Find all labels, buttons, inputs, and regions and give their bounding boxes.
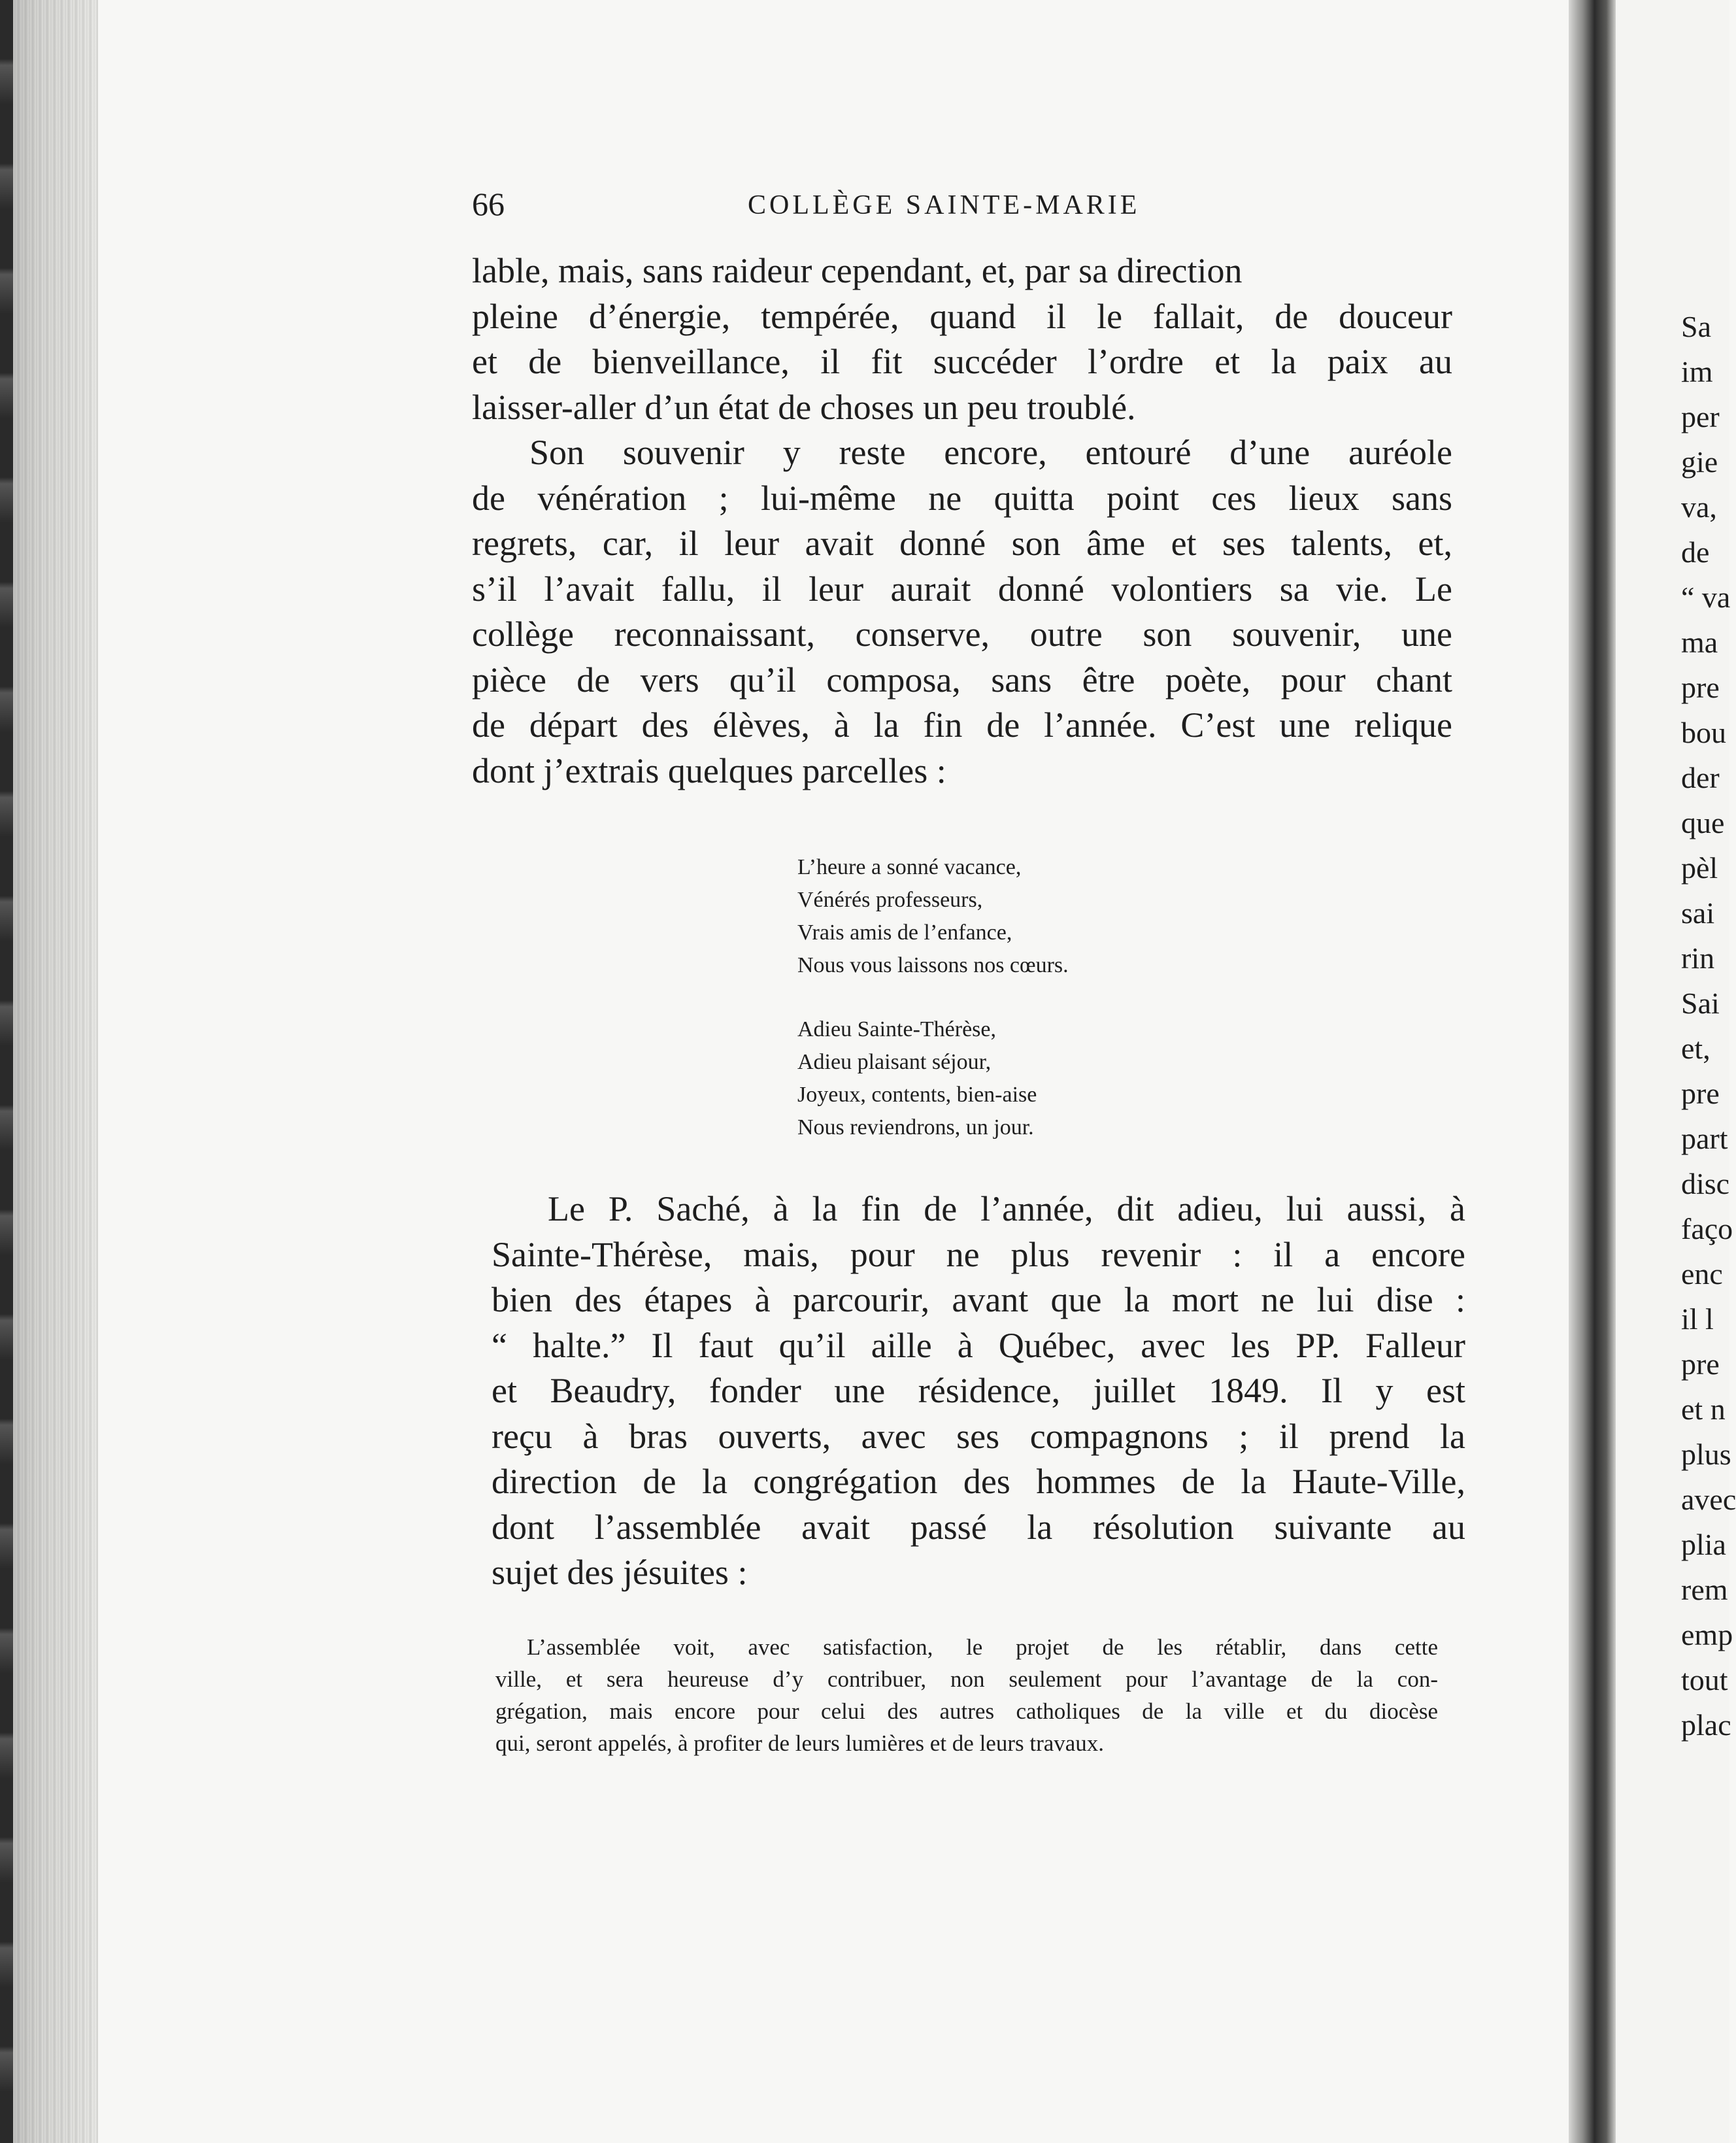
fragment-text: avec — [1681, 1483, 1736, 1516]
paragraph-1 — [472, 248, 1452, 794]
verse-line: Nous vous laissons nos cœurs. — [797, 953, 1069, 977]
quote-line: qui, seront appelés, à profiter de leurs lumières et de leurs travaux. — [495, 1730, 1105, 1756]
verse-stanza-2 — [797, 1013, 1037, 1144]
quote-line: L’assemblée voit, avec satisfaction, le projet de les rétablir, dans cette — [527, 1634, 1438, 1660]
text-line: Sainte-Thérèse, mais, pour ne plus revenir : il a encore — [492, 1234, 1465, 1274]
text-line: et de bienveillance, il fit succéder l’ordre et la paix au — [472, 342, 1452, 381]
text-line: dont l’assemblée avait passé la résolution suivante au — [492, 1507, 1465, 1547]
scan-left-edge — [0, 0, 98, 2143]
fragment-text: faço — [1681, 1212, 1733, 1245]
text-line: lable, mais, sans raideur cependant, et, par sa direction — [472, 251, 1243, 290]
facing-page-edge — [1616, 0, 1736, 2143]
block-quote — [495, 1631, 1438, 1759]
fragment-text: der — [1681, 761, 1720, 794]
verse-line: Joyeux, contents, bien-aise — [797, 1083, 1037, 1107]
text-line: de départ des élèves, à la fin de l’année. C’est une relique — [472, 705, 1452, 745]
verse-line: Adieu plaisant séjour, — [797, 1050, 992, 1074]
text-line: sujet des jésuites : — [492, 1553, 748, 1592]
fragment-text: va, — [1681, 490, 1717, 524]
paragraph-2 — [492, 1187, 1465, 1596]
verse-stanza-1 — [797, 851, 1069, 982]
fragment-text: gie — [1681, 445, 1718, 479]
text-line: s’il l’avait fallu, il leur aurait donné volontiers sa vie. Le — [472, 569, 1452, 609]
page-number: 66 — [472, 186, 505, 222]
verse-line: Nous reviendrons, un jour. — [797, 1115, 1034, 1139]
text-line: Son souvenir y reste encore, entouré d’une auréole — [529, 433, 1452, 472]
fragment-text: Sai — [1681, 987, 1720, 1020]
fragment-text: emp — [1681, 1618, 1733, 1651]
text-line: “ halte.” Il faut qu’il aille à Québec, avec les PP. Falleur — [492, 1325, 1465, 1365]
fragment-text: pre — [1681, 671, 1720, 704]
fragment-text: im — [1681, 355, 1713, 388]
fragment-text: pre — [1681, 1347, 1720, 1381]
fragment-text: et, — [1681, 1032, 1711, 1065]
fragment-text: bou — [1681, 716, 1726, 749]
verse-line: Vénérés professeurs, — [797, 888, 983, 912]
text-line: dont j’extrais quelques parcelles : — [472, 751, 946, 790]
fragment-text: “ va — [1681, 581, 1731, 614]
fragment-text: sai — [1681, 896, 1715, 930]
fragment-text: de — [1681, 535, 1710, 569]
fragment-text: plia — [1681, 1528, 1726, 1561]
fragment-text: per — [1681, 400, 1720, 433]
fragment-text: pre — [1681, 1077, 1720, 1110]
running-title: COLLÈGE SAINTE-MARIE — [748, 190, 1141, 220]
fragment-text: part — [1681, 1122, 1728, 1155]
fragment-text: disc — [1681, 1167, 1730, 1200]
text-line: reçu à bras ouverts, avec ses compagnons ; il prend la — [492, 1416, 1465, 1456]
text-line: pleine d’énergie, tempérée, quand il le fallait, de douceur — [472, 296, 1452, 336]
text-line: pièce de vers qu’il composa, sans être poète, pour chant — [472, 660, 1452, 700]
text-line: de vénération ; lui-même ne quitta point ces lieux sans — [472, 478, 1452, 518]
fragment-text: plac — [1681, 1708, 1731, 1742]
fragment-text: plus — [1681, 1438, 1731, 1471]
verse-line: Vrais amis de l’enfance, — [797, 920, 1012, 945]
verse-line: L’heure a sonné vacance, — [797, 855, 1022, 879]
verse-line: Adieu Sainte-Thérèse, — [797, 1017, 996, 1041]
scan-binding-marks — [0, 0, 13, 2143]
fragment-text: tout — [1681, 1663, 1728, 1696]
quote-line: grégation, mais encore pour celui des autres catholiques de la ville et du diocèse — [495, 1698, 1438, 1724]
text-line: regrets, car, il leur avait donné son âme et ses talents, et, — [472, 524, 1452, 563]
fragment-text: que — [1681, 806, 1725, 839]
text-line: laisser-aller d’un état de choses un peu troublé. — [472, 387, 1136, 427]
fragment-text: il l — [1681, 1302, 1714, 1336]
quote-line: ville, et sera heureuse d’y contribuer, non seulement pour l’avantage de la con- — [495, 1666, 1438, 1692]
book-spine — [1569, 0, 1616, 2143]
text-line: et Beaudry, fonder une résidence, juillet 1849. Il y est — [492, 1371, 1465, 1410]
text-line: Le P. Saché, à la fin de l’année, dit adieu, lui aussi, à — [548, 1189, 1465, 1228]
text-line: collège reconnaissant, conserve, outre son souvenir, une — [472, 615, 1452, 654]
book-page — [98, 0, 1569, 2143]
fragment-text: rem — [1681, 1573, 1728, 1606]
fragment-text: Sa — [1681, 310, 1711, 343]
fragment-text: et n — [1681, 1392, 1726, 1426]
text-line: direction de la congrégation des hommes de la Haute-Ville, — [492, 1462, 1465, 1501]
fragment-text: ma — [1681, 626, 1718, 659]
fragment-text: enc — [1681, 1257, 1723, 1291]
text-line: bien des étapes à parcourir, avant que la mort ne lui dise : — [492, 1280, 1465, 1319]
fragment-text: rin — [1681, 941, 1715, 975]
fragment-text: pèl — [1681, 851, 1718, 885]
